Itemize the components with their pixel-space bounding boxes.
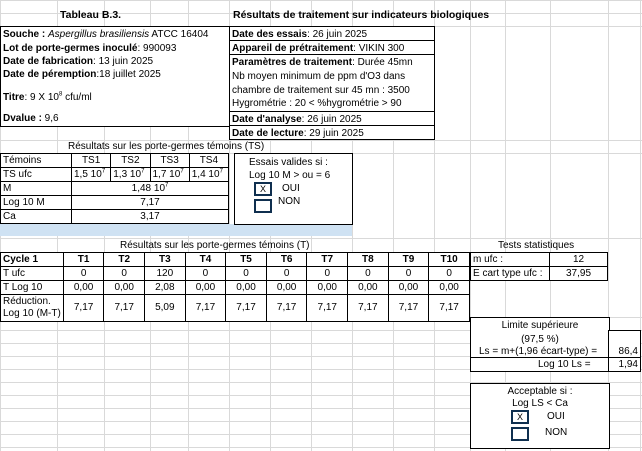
t-header-cell: T2: [104, 253, 145, 267]
t-log-cell: 0,00: [266, 281, 307, 295]
ts-ca-value: 3,17: [72, 210, 229, 224]
ts-ufc-row: [1, 168, 229, 182]
t-reduction-cell: 7,17: [348, 295, 389, 322]
stats-m-row: [471, 253, 608, 267]
stats-ecart-label: E cart type ufc :: [471, 267, 550, 281]
fabrication-line: Date de fabrication: 13 juin 2025: [3, 56, 154, 67]
t-reduction-cell: 7,17: [266, 295, 307, 322]
acceptable-condition: Log LS < Ca: [512, 398, 568, 409]
ts-m-value: 1,48 $10^7$: [72, 182, 229, 196]
t-header-row: [1, 253, 470, 267]
dvalue-line: Dvalue : 9,6: [3, 113, 59, 124]
t-log-cell: 0,00: [429, 281, 470, 295]
ts-m-row: [1, 182, 229, 196]
ts-ufc-cell: 1,4 $10^7$: [189, 168, 228, 182]
t-reduction-cell: 7,17: [226, 295, 267, 322]
t-ufc-cell: 0: [63, 267, 104, 281]
t-header-cell: T3: [145, 253, 186, 267]
t-ufc-cell: 0: [226, 267, 267, 281]
ts-log-label: Log 10 M: [1, 196, 72, 210]
peremption-line: Date de péremption:18 juillet 2025: [3, 69, 161, 80]
t-ufc-cell: 0: [185, 267, 226, 281]
t-reduction-row: [1, 295, 470, 322]
t-header-cell: T8: [348, 253, 389, 267]
stats-ecart-value: 37,95: [550, 267, 608, 281]
t-log-cell: 0,00: [104, 281, 145, 295]
essais-valides-title: Essais valides si :: [249, 157, 328, 168]
t-ufc-cell: 0: [348, 267, 389, 281]
t-reduction-cell: 7,17: [429, 295, 470, 322]
log-ls-label: Log 10 Ls =: [538, 359, 591, 370]
t-ufc-cell: 0: [266, 267, 307, 281]
t-ufc-row: [1, 267, 470, 281]
stats-ecart-row: [471, 267, 608, 281]
t-reduction-cell: 7,17: [185, 295, 226, 322]
t-ufc-label: T ufc: [1, 267, 64, 281]
t-reduction-cell: 7,17: [388, 295, 429, 322]
ts-header-cell: TS3: [150, 154, 189, 168]
ts-header-cell: Témoins: [1, 154, 72, 168]
ts-log-row: [1, 196, 229, 210]
ts-log-value: 7,17: [72, 196, 229, 210]
essais-line: Date des essais: 26 juin 2025: [232, 29, 368, 40]
log-ls-value: 1,94: [618, 359, 638, 370]
t-reduction-label: [1, 295, 64, 322]
t-log-cell: 0,00: [226, 281, 267, 295]
t-header-cell: T4: [185, 253, 226, 267]
acceptable-oui-label: OUI: [547, 411, 565, 422]
parametres-chambre-line: chambre de traitement sur 45 mn : 3500: [232, 85, 410, 96]
t-reduction-label-line2: Log 10 (M-T): [3, 308, 61, 319]
t-log-cell: 0,00: [348, 281, 389, 295]
acceptable-oui-checkbox[interactable]: X: [511, 410, 529, 424]
stats-title: Tests statistiques: [498, 240, 575, 251]
ts-header-cell: TS1: [72, 154, 111, 168]
analyse-line: Date d'analyse: 26 juin 2025: [232, 114, 362, 125]
ts-ufc-label: TS ufc: [1, 168, 72, 182]
hygrometrie-line: Hygrométrie : 20 < %hygrométrie > 90: [232, 98, 402, 109]
limite-title: Limite supérieure: [501, 320, 579, 331]
ts-ca-row: [1, 210, 229, 224]
t-reduction-cell: 7,17: [63, 295, 104, 322]
ts-m-label: M: [1, 182, 72, 196]
t-ufc-cell: 120: [145, 267, 186, 281]
ts-results-table: [0, 153, 229, 224]
non-checkbox[interactable]: [254, 199, 272, 213]
t-reduction-cell: 7,17: [307, 295, 348, 322]
stats-m-value: 12: [550, 253, 608, 267]
t-log-cell: 2,08: [145, 281, 186, 295]
titre-line: Titre: 9 X $10^8$ cfu/ml: [3, 91, 92, 103]
ts-ufc-cell: 1,7 $10^7$: [150, 168, 189, 182]
t-header-cell: T6: [266, 253, 307, 267]
ts-header-cell: TS2: [111, 154, 150, 168]
non-label: NON: [278, 196, 301, 207]
appareil-line: Appareil de prétraitement: VIKIN 300: [232, 43, 405, 54]
ts-header-cell: TS4: [189, 154, 228, 168]
t-header-cell: T5: [226, 253, 267, 267]
t-log-row: [1, 281, 470, 295]
t-log-cell: 0,00: [388, 281, 429, 295]
t-reduction-cell: 5,09: [145, 295, 186, 322]
ls-formula-label: Ls = m+(1,96 écart-type) =: [479, 346, 598, 357]
oui-label: OUI: [282, 183, 300, 194]
t-header-cell: T1: [63, 253, 104, 267]
acceptable-non-label: NON: [545, 427, 568, 438]
t-reduction-cell: 7,17: [104, 295, 145, 322]
t-header-cell: T7: [307, 253, 348, 267]
parametres-ppm-line: Nb moyen minimum de ppm d'O3 dans: [232, 71, 406, 82]
t-log-cell: 0,00: [185, 281, 226, 295]
separator-band: [0, 224, 352, 236]
t-results-table: [0, 252, 470, 322]
lot-line: Lot de porte-germes inoculé: 990093: [3, 43, 177, 54]
oui-checkbox[interactable]: X: [254, 182, 272, 196]
limite-pct: (97,5 %): [521, 334, 559, 345]
souche-species: Aspergillus brasiliensis: [48, 29, 150, 40]
t-section-title: Résultats sur les porte-germes témoins (T): [120, 240, 310, 251]
t-log-label: T Log 10: [1, 281, 64, 295]
stats-table: [470, 252, 608, 281]
t-log-cell: 0,00: [63, 281, 104, 295]
t-header-cell: Cycle 1: [1, 253, 64, 267]
ts-ca-label: Ca: [1, 210, 72, 224]
page-title: Résultats de traitement sur indicateurs biologiques: [233, 9, 490, 21]
t-ufc-cell: 0: [429, 267, 470, 281]
parametres-line: Paramètres de traitement: Durée 45mn: [232, 57, 413, 68]
table-number: Tableau B.3.: [60, 9, 122, 21]
t-header-cell: T10: [429, 253, 470, 267]
t-ufc-cell: 0: [388, 267, 429, 281]
ts-section-title: Résultats sur les porte-germes témoins (TS): [68, 141, 265, 152]
lecture-line: Date de lecture: 29 juin 2025: [232, 128, 364, 139]
t-reduction-label-line1: Réduction.: [3, 296, 51, 307]
ts-ufc-cell: 1,5 $10^7$: [72, 168, 111, 182]
stats-m-label: m ufc :: [471, 253, 550, 267]
souche-line: Souche : Aspergillus brasiliensis ATCC 16404: [3, 29, 209, 40]
t-ufc-cell: 0: [104, 267, 145, 281]
t-log-cell: 0,00: [307, 281, 348, 295]
t-ufc-cell: 0: [307, 267, 348, 281]
essais-valides-condition: Log 10 M > ou = 6: [249, 170, 331, 181]
ts-header-row: [1, 154, 229, 168]
acceptable-non-checkbox[interactable]: [511, 427, 529, 441]
ls-formula-value: 86,4: [618, 346, 638, 357]
ts-ufc-cell: 1,3 $10^7$: [111, 168, 150, 182]
t-header-cell: T9: [388, 253, 429, 267]
acceptable-title: Acceptable si :: [507, 386, 573, 397]
